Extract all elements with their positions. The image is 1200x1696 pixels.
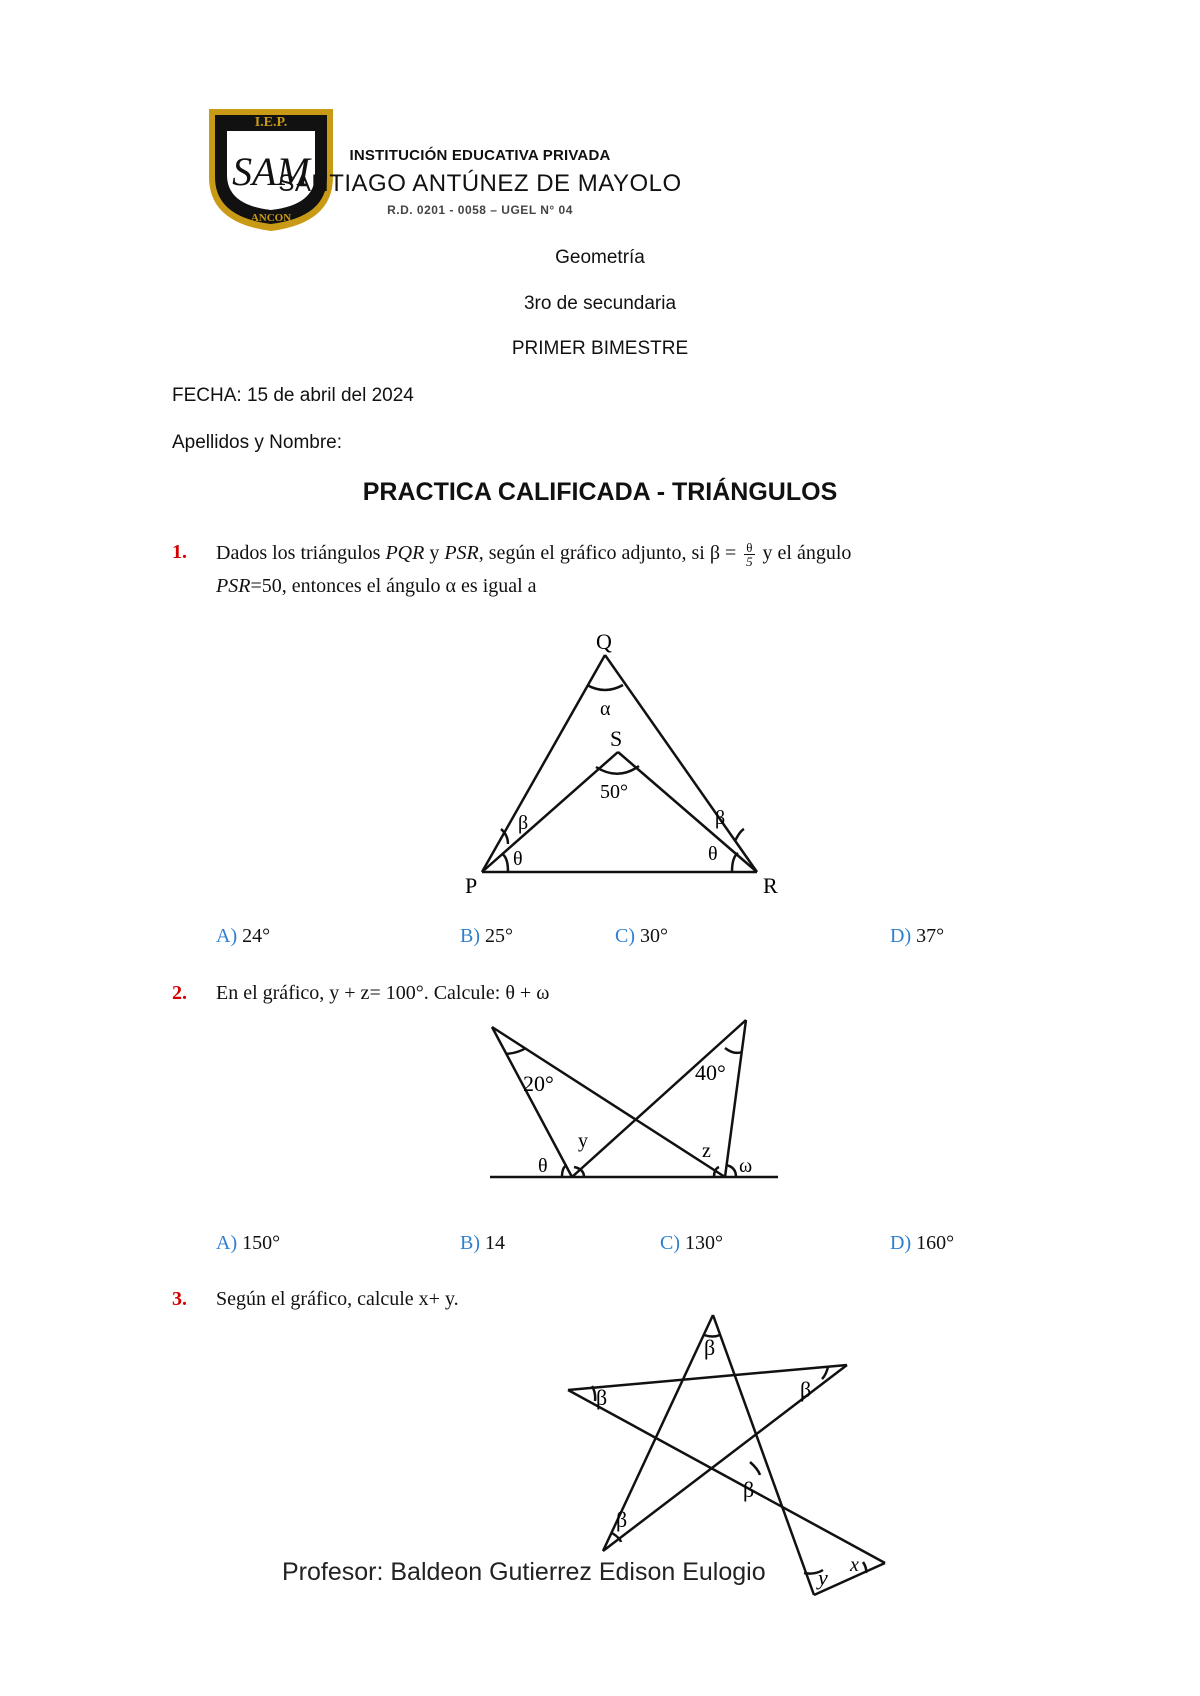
label-20: 20°	[523, 1071, 554, 1096]
term: PRIMER BIMESTRE	[511, 338, 689, 359]
q2-option-d-value: 160°	[916, 1232, 955, 1254]
side-pq	[482, 655, 605, 872]
q2-option-a-value: 150°	[242, 1232, 281, 1254]
arc-beta-right	[735, 829, 744, 841]
q1-option-b[interactable]	[460, 925, 513, 948]
logo-monogram: SAM	[232, 149, 310, 194]
q1-option-b-letter: B)	[460, 925, 480, 947]
side-qr	[605, 655, 757, 872]
q1-option-a-value: 24°	[242, 925, 271, 947]
q1-option-d-value: 37°	[916, 925, 945, 947]
q1-text-a: Dados los triángulos	[216, 542, 386, 565]
label-z: z	[702, 1140, 711, 1162]
label-theta: θ	[538, 1155, 548, 1177]
question-1-text	[216, 541, 1036, 568]
label-q: Q	[596, 629, 612, 654]
label-beta-top: β	[704, 1335, 716, 1360]
name-label: Apellidos y Nombre:	[172, 432, 343, 453]
label-y: y	[818, 1565, 828, 1590]
q2-option-d[interactable]	[890, 1232, 954, 1255]
arc-alpha	[587, 685, 623, 690]
logo-top-text: I.E.P.	[254, 115, 288, 130]
grade: 3ro de secundaria	[523, 293, 677, 314]
label-beta-bottom: β	[616, 1507, 628, 1532]
q1-line2-rest: =50, entonces el ángulo α es igual a	[250, 575, 537, 597]
label-beta-left: β	[518, 812, 529, 834]
q1-option-a[interactable]	[216, 925, 270, 948]
question-3-number: 3.	[172, 1288, 187, 1310]
label-y: y	[578, 1130, 588, 1152]
q1-option-d[interactable]	[890, 925, 944, 948]
institution-name: SANTIAGO ANTÚNEZ DE MAYOLO	[278, 170, 682, 197]
q1-and: y	[424, 542, 445, 565]
question-1-line2	[216, 575, 537, 598]
label-omega: ω	[739, 1155, 753, 1177]
arc-20	[506, 1048, 526, 1054]
q2-option-a-letter: A)	[216, 1232, 238, 1254]
label-theta-right: θ	[708, 843, 718, 865]
q2-option-a[interactable]	[216, 1232, 280, 1255]
label-beta-right: β	[715, 807, 726, 829]
q2-option-c[interactable]	[660, 1232, 723, 1255]
q1-frac-den: 5	[746, 554, 753, 569]
label-theta-left: θ	[513, 848, 523, 870]
q1-text-c: y el ángulo	[757, 542, 852, 565]
label-50: 50°	[600, 781, 628, 803]
label-40: 40°	[695, 1060, 726, 1085]
question-2-figure	[480, 1015, 780, 1185]
label-r: R	[763, 873, 778, 898]
q2-option-b-letter: B)	[460, 1232, 480, 1254]
segment-left-2	[492, 1027, 725, 1177]
label-p: P	[465, 873, 478, 898]
arc-beta-right	[822, 1367, 828, 1379]
segment-right-1	[572, 1020, 746, 1177]
q2-option-b[interactable]	[460, 1232, 505, 1255]
q2-option-d-letter: D)	[890, 1232, 912, 1254]
star-line-left-to-right	[568, 1390, 885, 1563]
q1-fraction	[744, 541, 754, 568]
question-1-number: 1.	[172, 541, 187, 563]
subject: Geometría	[555, 247, 645, 268]
label-alpha: α	[600, 698, 611, 720]
page-title: PRACTICA CALIFICADA - TRIÁNGULOS	[362, 478, 838, 506]
resolution-number: R.D. 0201 - 0058 – UGEL N° 04	[387, 203, 573, 217]
q1-option-c[interactable]	[615, 925, 668, 948]
q2-option-b-value: 14	[485, 1232, 505, 1254]
label-s: S	[610, 726, 623, 751]
segment-right-2	[725, 1020, 746, 1177]
arc-theta	[562, 1165, 567, 1177]
arc-theta-left	[502, 854, 508, 872]
q1-option-b-value: 25°	[485, 925, 513, 947]
q1-option-d-letter: D)	[890, 925, 912, 947]
label-x: x	[850, 1554, 859, 1576]
q2-option-c-value: 130°	[685, 1232, 723, 1254]
logo-bottom-text: ANCON	[250, 212, 292, 224]
label-beta-center: β	[743, 1477, 755, 1502]
label-beta-left: β	[596, 1385, 608, 1410]
q1-option-c-letter: C)	[615, 925, 635, 947]
arc-beta-center	[750, 1462, 760, 1475]
date-line: FECHA: 15 de abril del 2024	[172, 385, 414, 406]
question-3-text: Según el gráfico, calcule x+ y.	[216, 1288, 459, 1310]
question-2-number: 2.	[172, 982, 187, 1004]
q1-option-a-letter: A)	[216, 925, 238, 947]
question-2-text: En el gráfico, y + z= 100°. Calcule: θ + ω	[216, 982, 550, 1004]
q1-frac-num: θ	[746, 540, 753, 555]
question-1-figure	[450, 625, 800, 900]
q1-option-c-value: 30°	[640, 925, 668, 947]
label-beta-right: β	[800, 1377, 812, 1402]
q1-psr: PSR	[444, 542, 479, 565]
institution-type: INSTITUCIÓN EDUCATIVA PRIVADA	[349, 147, 611, 164]
q1-pqr: PQR	[385, 542, 425, 565]
teacher-name: Profesor: Baldeon Gutierrez Edison Eulogio	[282, 1558, 766, 1586]
segment-left-1	[492, 1027, 572, 1177]
q1-psr-angle: PSR	[216, 575, 251, 597]
q2-option-c-letter: C)	[660, 1232, 680, 1254]
q1-text-b: , según el gráfico adjunto, si β =	[478, 542, 742, 565]
arc-40	[725, 1048, 742, 1053]
